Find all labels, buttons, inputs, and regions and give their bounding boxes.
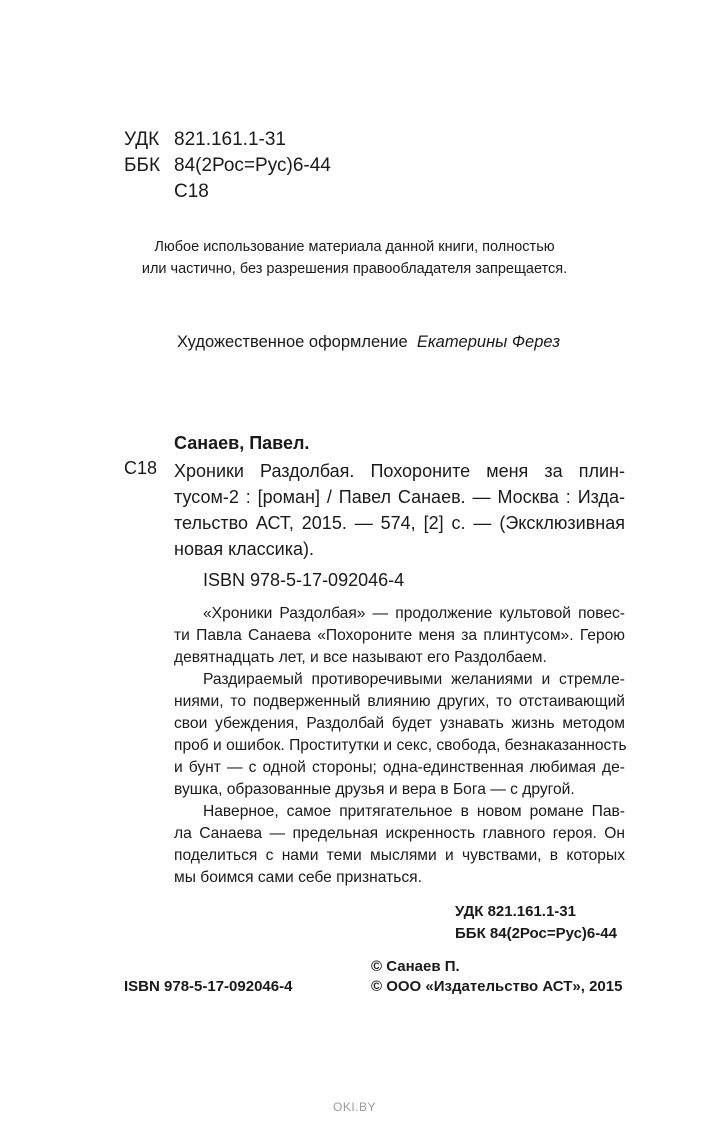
udk-value: 821.161.1-31	[174, 129, 286, 150]
record-line: новая классика).	[174, 539, 314, 559]
annotation-paragraph	[174, 603, 625, 669]
udk-label: УДК	[124, 129, 160, 150]
annotation-line: ниями, то подверженный влиянию других, то отстаивающий	[174, 693, 625, 710]
art-credit-name: Екатерины Ферез	[416, 333, 561, 351]
copyright-publisher: © ООО «Издательство АСТ», 2015	[371, 978, 623, 995]
annotation-paragraph	[174, 669, 625, 801]
record-isbn: ISBN 978-5-17-092046-4	[203, 570, 405, 590]
notice-line: Любое использование материала данной книги, полностью	[154, 239, 555, 255]
annotation-line: проб и ошибок. Проститутки и секс, свобода, безнаказанность	[174, 737, 627, 754]
annotation-line: свои убеждения, Раздолбай будет узнавать жизнь методом	[174, 715, 625, 732]
author-mark: С18	[174, 181, 209, 202]
site-watermark: OKI.BY	[333, 1100, 377, 1114]
annotation-line: мы боимся сами себе признаться.	[174, 869, 422, 886]
bottom-isbn: ISBN 978-5-17-092046-4	[124, 978, 293, 995]
bbk-value: 84(2Рос=Рус)6-44	[174, 155, 331, 176]
annotation-line: девятнадцать лет, и все называют его Раздолбаем.	[174, 649, 547, 666]
bottom-bbk: ББК 84(2Рос=Рус)6-44	[455, 925, 617, 942]
copyright-author: © Санаев П.	[371, 958, 460, 975]
annotation-line: ла Санаева — предельная искренность главного героя. Он	[174, 825, 625, 842]
annotation-line: и бунт — с одной стороны; одна-единственная любимая де-	[174, 759, 625, 776]
annotation-line: Наверное, самое притягательное в новом романе Пав-	[203, 803, 625, 820]
art-credit	[177, 333, 560, 352]
record-description	[174, 458, 625, 562]
record-line: тусом-2 : [роман] / Павел Санаев. — Москва : Изда-	[174, 487, 625, 507]
annotation-line: «Хроники Раздолбая» — продолжение культовой повес-	[203, 605, 625, 622]
annotation-line: поделиться с нами теми мыслями и чувствами, в которых	[174, 847, 625, 864]
record-code: С18	[124, 458, 158, 478]
record-line: Хроники Раздолбая. Похороните меня за плин-	[174, 461, 625, 481]
annotation-line: ти Павла Санаева «Похороните меня за плинтусом». Герою	[174, 627, 625, 644]
annotation-line: Раздираемый противоречивыми желаниями и стремле-	[203, 671, 625, 688]
art-credit-label: Художественное оформление	[177, 333, 408, 351]
annotation	[174, 603, 625, 889]
annotation-line: вушка, образованные друзья и вера в Бога — с другой.	[174, 781, 575, 798]
bbk-label: ББК	[124, 155, 161, 176]
bottom-udk: УДК 821.161.1-31	[455, 903, 576, 920]
notice-line: или частично, без разрешения правообладателя запрещается.	[141, 261, 568, 277]
record-line: тельство АСТ, 2015. — 574, [2] с. — (Эксклюзивная	[174, 513, 625, 533]
record-author: Санаев, Павел.	[174, 433, 310, 453]
copyright-notice	[0, 236, 709, 280]
annotation-paragraph	[174, 801, 625, 889]
